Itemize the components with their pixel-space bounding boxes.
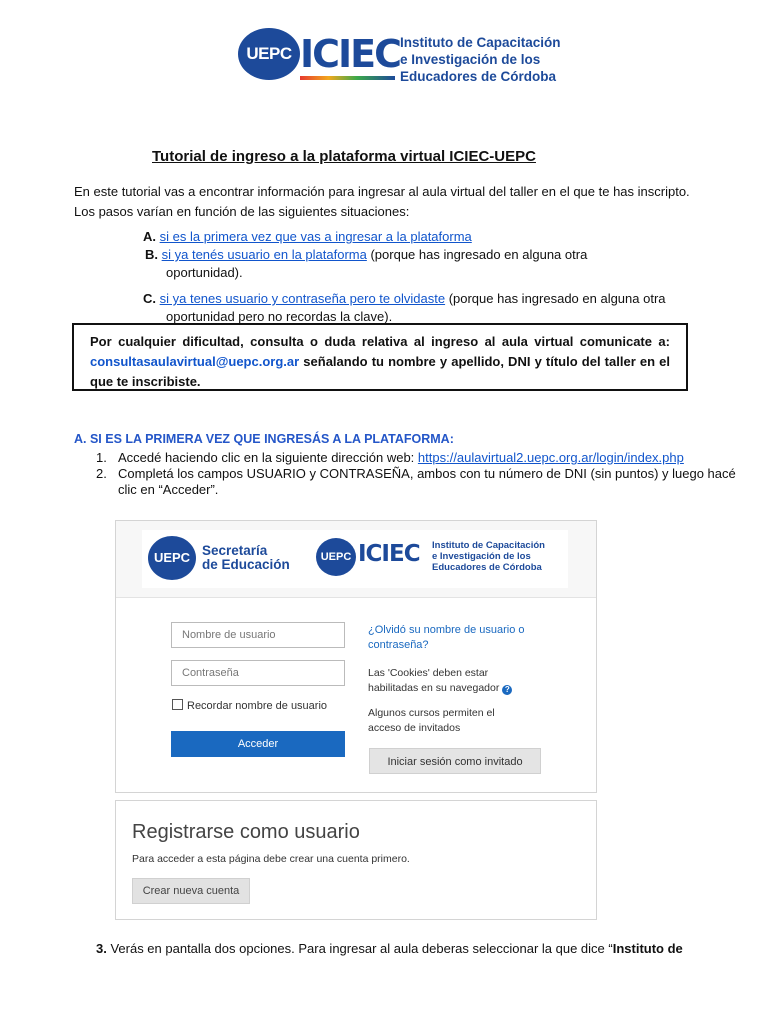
secretaria-logo-text: Secretaría de Educación	[202, 543, 290, 572]
platform-url-link[interactable]: https://aulavirtual2.uepc.org.ar/login/index.php	[417, 450, 684, 465]
option-c-link[interactable]: si ya tenes usuario y contraseña pero te olvidaste	[159, 291, 446, 306]
document-title: Tutorial de ingreso a la plataforma virtual ICIEC-UEPC	[152, 148, 536, 165]
help-icon[interactable]: ?	[502, 685, 512, 695]
support-email-link[interactable]: consultasaulavirtual@uepc.org.ar	[90, 354, 300, 369]
uepc-logo-small: UEPC	[148, 536, 196, 580]
cookies-notice: Las 'Cookies' deben estar habilitadas en su navegador ?	[368, 666, 512, 696]
create-account-button[interactable]: Crear nueva cuenta	[132, 878, 250, 904]
login-screenshot	[115, 520, 597, 793]
uepc-logo: UEPC	[238, 28, 300, 80]
username-input[interactable]: Nombre de usuario	[171, 622, 345, 648]
register-title: Registrarse como usuario	[132, 821, 360, 843]
step-3: 3. Verás en pantalla dos opciones. Para ingresar al aula deberas seleccionar la que dice “Instituto de	[96, 941, 683, 956]
remember-username-checkbox[interactable]: Recordar nombre de usuario	[172, 699, 327, 712]
register-screenshot	[115, 800, 597, 920]
login-banner	[116, 521, 596, 598]
option-b-link[interactable]: si ya tenés usuario en la plataforma	[161, 247, 367, 262]
header-logo	[238, 24, 588, 94]
iciec-logo: ICIEC	[300, 30, 395, 78]
step-1: 1. Accedé haciendo clic en la siguiente dirección web: https://aulavirtual2.uepc.org.ar/login/index.php	[96, 450, 684, 465]
checkbox-box[interactable]	[172, 699, 183, 710]
option-a: A. si es la primera vez que vas a ingresar a la plataforma	[143, 229, 472, 244]
option-b: B. si ya tenés usuario en la plataforma (porque has ingresado en alguna otra oportunidad).	[145, 247, 588, 280]
section-a-steps	[96, 450, 746, 498]
option-a-link[interactable]: si es la primera vez que vas a ingresar a la plataforma	[159, 229, 472, 244]
logo-institution-name: Instituto de Capacitación e Investigación de los Educadores de Córdoba	[400, 35, 561, 84]
guest-access-notice: Algunos cursos permiten el acceso de invitados	[368, 707, 495, 734]
intro-paragraph: En este tutorial vas a encontrar información para ingresar al aula virtual del taller en el que te has inscripto. Los pasos varían en función de las siguientes situaciones:	[74, 184, 690, 219]
login-button[interactable]: Acceder	[171, 731, 345, 757]
support-notice: Por cualquier dificultad, consulta o duda relativa al ingreso al aula virtual comunicate a: consultasaulavirtual@uepc.org.ar señalando tu nombre y apellido, DNI y título del taller en el que te inscribiste.	[72, 323, 688, 391]
option-c: C. si ya tenes usuario y contraseña pero te olvidaste (porque has ingresado en alguna otra oportunidad pero no recordas la clave).	[143, 291, 666, 324]
step-2: 2. Completá los campos USUARIO y CONTRASEÑA, ambos con tu número de DNI (sin puntos) y luego hacé clic en “Acceder”.	[96, 466, 736, 497]
password-input[interactable]: Contraseña	[171, 660, 345, 686]
uepc-logo-small-2: UEPC	[316, 538, 356, 576]
iciec-logo-small: ICIEC	[358, 541, 420, 567]
iciec-logo-small-text: Instituto de Capacitación e Investigación de los Educadores de Córdoba	[432, 540, 545, 573]
register-subtitle: Para acceder a esta página debe crear una cuenta primero.	[132, 853, 410, 865]
forgot-credentials-link[interactable]: ¿Olvidó su nombre de usuario o contraseña?	[368, 624, 525, 651]
section-a-heading: A. SI ES LA PRIMERA VEZ QUE INGRESÁS A LA PLATAFORMA:	[74, 432, 454, 446]
guest-login-button[interactable]: Iniciar sesión como invitado	[369, 748, 541, 774]
